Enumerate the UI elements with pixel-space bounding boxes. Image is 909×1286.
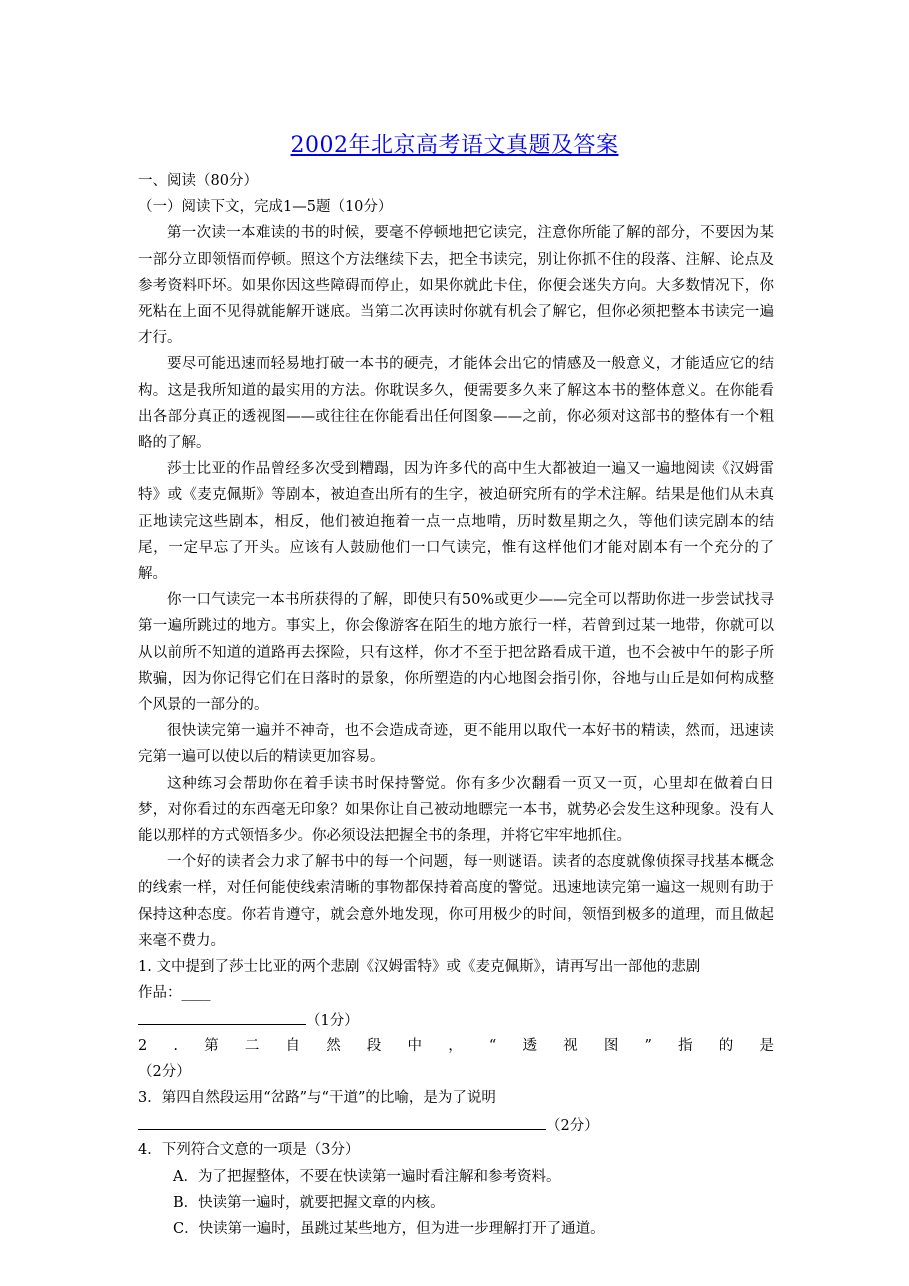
question-4-option-a: A．为了把握整体，不要在快读第一遍时看注解和参考资料。 xyxy=(173,1168,561,1185)
passage-paragraph: 要尽可能迅速而轻易地打破一本书的硬壳，才能体会出它的情感及一般意义，才能适应它的结构。这是我所知道的最实用的方法。你耽误多久，便需要多久来了解这本书的整体意义。在你能看出各部分真正的透视图——或往往在你能看出任何图象——之前，你必须对这部书的整体有一个粗略的了解。 xyxy=(138,356,774,451)
passage-paragraph: 你一口气读完一本书所获得的了解，即使只有50%或更少——完全可以帮助你进一步尝试找寻第一遍所跳过的地方。事实上，你会像游客在陌生的地方旅行一样，若曾到过某一地带，你就可以从以前所不知道的道路再去探险，只有这样，你才不至于把岔路看成干道，也不会被中午的影子所欺骗，因为你记得它们在日落时的景象，你所塑造的内心地图会指引你，谷地与山丘是如何构成整个风景的一部分的。 xyxy=(138,592,774,714)
q2-char: 是 xyxy=(759,1037,774,1054)
q2-char: 段 xyxy=(366,1037,382,1054)
section-heading: 一、阅读（80分） xyxy=(138,173,258,189)
passage-paragraph: 莎士比亚的作品曾经多次受到糟蹋，因为许多代的高中生大都被迫一遍又一遍地阅读《汉姆雷特》或《麦克佩斯》等剧本，被迫查出所有的生字，被迫研究所有的学术注解。结果是他们从未真正地读完这些剧本，相反，他们被迫拖着一点一点地啃，历时数星期之久，等他们读完剧本的结尾，一定早忘了开头。应该有人鼓励他们一口气读完，惟有这样他们才能对剧本有一个充分的了解。 xyxy=(138,461,774,583)
question-1-answer-line xyxy=(138,1006,774,1032)
q2-char: 图 xyxy=(603,1037,619,1054)
question-3-answer-line xyxy=(138,1111,774,1137)
subsection-heading: （一）阅读下文，完成1—5题（10分） xyxy=(138,199,393,216)
answer-blank xyxy=(138,1111,546,1130)
passage-paragraph: 很快读完第一遍并不神奇，也不会造成奇迹，更不能用以取代一本好书的精读，然而，迅速读完第一遍可以使以后的精读更加容易。 xyxy=(138,723,774,766)
q2-char: “ xyxy=(488,1037,497,1054)
question-4-text: 4．下列符合文意的一项是（3分） xyxy=(138,1142,360,1159)
question-2-score: （2分） xyxy=(138,1063,191,1080)
question-1-line1: 1. 文中提到了莎士比亚的两个悲剧《汉姆雷特》或《麦克佩斯》，请再写出一部他的悲剧 xyxy=(138,959,701,976)
q2-char: 指 xyxy=(678,1037,693,1054)
document-body xyxy=(138,168,774,1242)
reading-passage xyxy=(138,220,774,954)
passage-paragraph: 一个好的读者会力求了解书中的每一个问题，每一则谜语。读者的态度就像侦探寻找基本概念的线索一样，对任何能使线索清晰的事物都保持着高度的警觉。迅速地读完第一遍这一规则有助于保持这种态度。你若肯遵守，就会意外地发现，你可用极少的时间，领悟到极多的道理，而且做起来毫不费力。 xyxy=(138,854,774,949)
q2-char: 然 xyxy=(326,1037,341,1054)
question-4-option-b: B．快读第一遍时，就要把握文章的内核。 xyxy=(173,1194,445,1211)
q2-char: 第 xyxy=(204,1037,219,1054)
passage-paragraph: 第一次读一本难读的书的时候，要毫不停顿地把它读完，注意你所能了解的部分，不要因为某一部分立即领悟而停顿。照这个方法继续下去，把全书读完，别让你抓不住的段落、注解、论点及参考资料吓坏。如果你因这些障碍而停止，如果你就此卡住，你便会迷失方向。大多数情况下，你死粘在上面不见得就能解开谜底。当第二次再读时你就有机会了解它，但你必须把整本书读完一遍才行。 xyxy=(138,225,774,347)
question-3-score: （2分） xyxy=(546,1118,599,1135)
q2-char: 透 xyxy=(522,1037,537,1054)
q2-char: 2 xyxy=(138,1037,148,1054)
q2-char: . xyxy=(173,1037,179,1054)
q2-char: 自 xyxy=(285,1037,301,1054)
passage-paragraph: 这种练习会帮助你在着手读书时保持警觉。你有多少次翻看一页又一页，心里却在做着白日梦，对你看过的东西毫无印象？如果你让自己被动地瞟完一本书，就势必会发生这种现象。没有人能以那样的方式领悟多少。你必须设法把握全书的条理，并将它牢牢地抓住。 xyxy=(138,775,774,845)
question-1-line2: 作品：____ xyxy=(138,985,211,1002)
question-4-option-c: C．快读第一遍时，虽跳过某些地方，但为进一步理解打开了通道。 xyxy=(173,1220,605,1237)
question-3-text: 3．第四自然段运用“岔路”与“干道”的比喻，是为了说明 xyxy=(138,1090,496,1106)
document-title-link[interactable]: 2002年北京高考语文真题及答案 xyxy=(290,133,619,158)
q2-char: ， xyxy=(448,1037,463,1054)
q2-char: 中 xyxy=(407,1037,423,1054)
q2-char: 的 xyxy=(718,1037,734,1054)
q2-char: 二 xyxy=(244,1037,260,1054)
question-2-line xyxy=(138,1033,774,1059)
q2-char: 视 xyxy=(563,1037,578,1054)
question-1-score: （1分） xyxy=(306,1013,359,1030)
answer-blank xyxy=(138,1006,306,1025)
q2-char: ” xyxy=(644,1037,652,1054)
